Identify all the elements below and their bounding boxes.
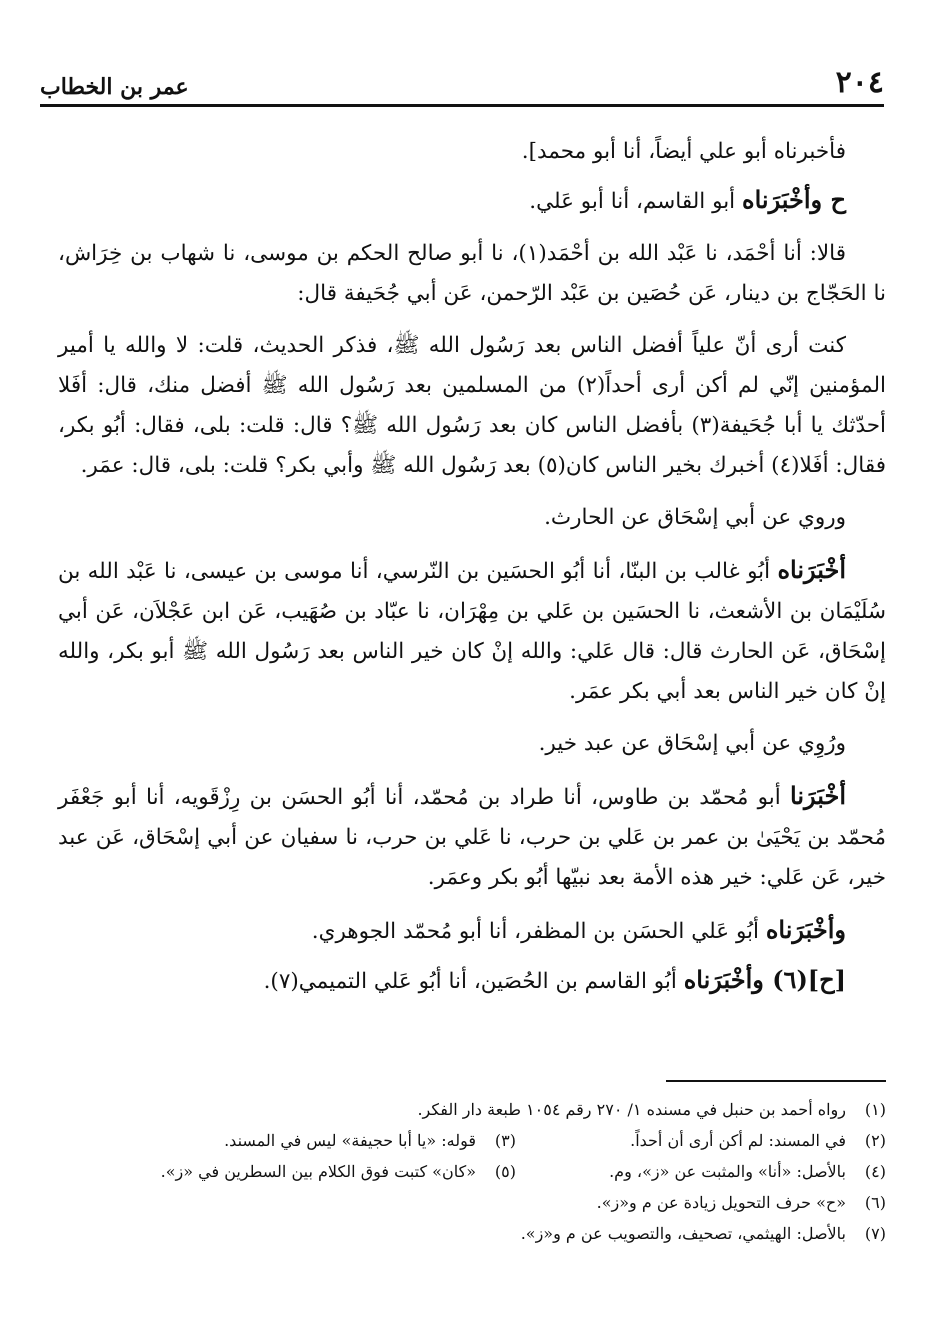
- paragraph-text: أبُو عَلي الحسَن بن المظفر، أنا أبو مُحمّد الجوهري.: [311, 919, 766, 944]
- paragraph-text: أبُو القاسم بن الحُصَين، أنا أبُو عَلي التميمي(٧).: [263, 969, 684, 994]
- paragraph-lead: ح وأخْبَرَناه: [742, 185, 846, 214]
- footnote-divider: [666, 1080, 886, 1082]
- paragraph: [58, 550, 886, 712]
- footnote-text: «ح» حرف التحويل زيادة عن م و«ز».: [596, 1193, 846, 1212]
- footnote-text: قوله: «يا أبا حجيفة» ليس في المسند.: [224, 1131, 476, 1150]
- footnote-number: (٥): [494, 1162, 516, 1181]
- paragraph: [58, 776, 886, 898]
- paragraph-text: أبو القاسم، أنا أبو عَلي.: [529, 189, 742, 214]
- paragraph-text: وروي عن أبي إسْحَاق عن الحارث.: [544, 505, 846, 530]
- paragraph: [58, 132, 886, 172]
- main-text: [58, 132, 886, 1014]
- footnote-number: (١): [864, 1100, 886, 1119]
- paragraph-text: ورُوِي عن أبي إسْحَاق عن عبد خير.: [538, 731, 846, 756]
- page-number: ٢٠٤: [835, 65, 884, 100]
- paragraph: [58, 326, 886, 486]
- footnote-text: في المسند: لم أكن أرى أن أحداً.: [630, 1131, 846, 1150]
- paragraph: [58, 234, 886, 314]
- paragraph: [58, 960, 886, 1002]
- footnote-text: «كان» كتبت فوق الكلام بين السطرين في «ز».: [160, 1162, 476, 1181]
- footnote-text: بالأصل: الهيثمي، تصحيف، والتصويب عن م و«ز».: [520, 1224, 846, 1243]
- paragraph: [58, 180, 886, 222]
- footnote-text: بالأصل: «أنا» والمثبت عن «ز»، وم.: [609, 1162, 846, 1181]
- footnote-number: (٣): [494, 1131, 516, 1150]
- footnote-row: [58, 1156, 886, 1187]
- paragraph-lead: أخْبَرَناه: [777, 555, 846, 584]
- footnote-text: رواه أحمد بن حنبل في مسنده ١/ ٢٧٠ رقم ١٠٥٤ طبعة دار الفكر.: [417, 1100, 846, 1119]
- page-header: [40, 58, 884, 107]
- footnote: [58, 1218, 886, 1249]
- footnote-number: (٦): [864, 1193, 886, 1212]
- footnote: [224, 1125, 516, 1156]
- paragraph: [58, 910, 886, 952]
- paragraph-text: كنت أرى أنّ علياً أفضل الناس بعد رَسُول الله ﷺ، فذكر الحديث، قلت: لا والله يا أمير المؤمنين إنّي لم أكن أرى أحداً(٢) من المسلمين بعد رَسُول الله ﷺ أفضل منك، قال: أفَلا أحدّثك يا أبا جُحَيفة(٣) بأفضل الناس كان بعد رَسُول الله ﷺ؟ قال: قلت: بلى، فقال: أبُو بكر، فقال: أفَلا(٤) أخبرك بخير الناس كان(٥) بعد رَسُول الله ﷺ وأبي بكر؟ قلت: بلى، قال: عمَر.: [58, 333, 886, 478]
- paragraph-lead: وأخْبَرَناه: [765, 915, 846, 944]
- paragraph-text: قالا: أنا أحْمَد، نا عَبْد الله بن أحْمَد(١)، نا أبو صالح الحكم بن موسى، نا شهاب بن خِرَاش، نا الحَجّاج بن دينار، عَن حُصَين بن عَبْد الرّحمن، عَن أبي جُحَيفة قال:: [58, 241, 886, 306]
- paragraph: [58, 724, 886, 764]
- footnote: [58, 1094, 886, 1125]
- footnote-number: (٤): [864, 1162, 886, 1181]
- paragraph-lead: [ح](٦) وأخْبَرَناه: [683, 965, 846, 994]
- paragraph-text: فأخبرناه أبو علي أيضاً، أنا أبو محمد].: [521, 139, 846, 164]
- paragraph: [58, 498, 886, 538]
- book-title: عمر بن الخطاب: [40, 74, 189, 100]
- footnote: [161, 1156, 516, 1187]
- footnote-number: (٧): [864, 1224, 886, 1243]
- footnote: [516, 1156, 886, 1187]
- footnote-row: [58, 1125, 886, 1156]
- footnote-number: (٢): [864, 1131, 886, 1150]
- footnote: [58, 1187, 886, 1218]
- paragraph-lead: أخْبَرَنا: [790, 781, 846, 810]
- paragraph-text: أبُو غالب بن البنّا، أنا أبُو الحسَين بن النّرسي، أنا موسى بن عيسى، نا عَبْد الله بن سُلَيْمَان بن الأشعث، نا الحسَين بن عَلي بن مِهْرَان، نا عبّاد بن صُهَيب، عَن ابن عَجْلاَن، عَن أبي إسْحَاق، عَن الحارث قال: قال عَلي: والله إنْ كان خير الناس بعد رَسُول الله ﷺ أبو بكر، والله إنْ كان خير الناس بعد أبي بكر عمَر.: [58, 559, 886, 704]
- footnotes: [58, 1094, 886, 1249]
- paragraph-text: أبو مُحمّد بن طاوس، أنا طراد بن مُحمّد، أنا أبُو الحسَن بن رِزْقَويه، أنا أبو جَعْفَر مُحمّد بن يَحْيَىٰ بن عمر بن عَلي بن حرب، نا عَلي بن حرب، نا سفيان عن أبي إسْحَاق، عَن عبد خير، عَن عَلي: خير هذه الأمة بعد نبيّها أبُو بكر وعمَر.: [58, 785, 886, 890]
- footnote: [516, 1125, 886, 1156]
